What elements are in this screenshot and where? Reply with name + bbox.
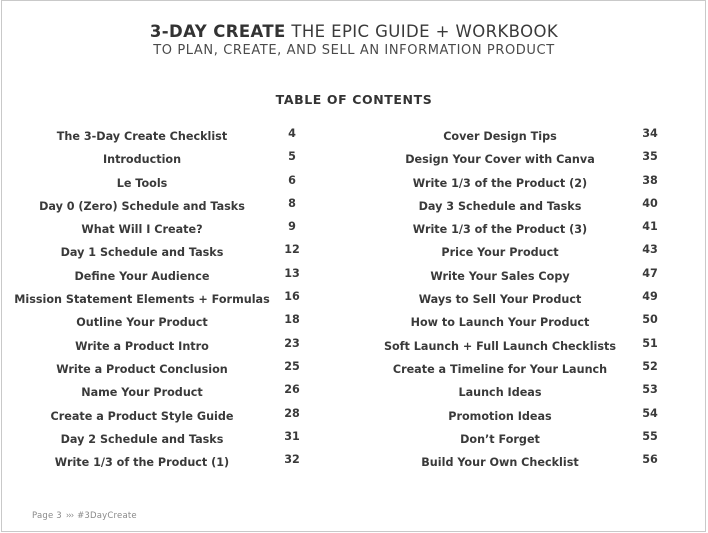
- toc-entry-title: The 3-Day Create Checklist: [56, 130, 228, 143]
- toc-entry-title: Create a Timeline for Your Launch: [392, 362, 608, 376]
- toc-entry-page: 50: [642, 313, 658, 327]
- toc-entry-title: Promotion Ideas: [448, 409, 552, 423]
- toc-entry-page: 55: [642, 429, 658, 443]
- document-header: [0, 22, 708, 59]
- toc-entry-title: Write a Product Conclusion: [56, 362, 228, 376]
- toc-entry-title: Price Your Product: [441, 246, 559, 260]
- toc-entry-page: 41: [642, 220, 658, 234]
- toc-entry-title: Day 0 (Zero) Schedule and Tasks: [39, 199, 245, 213]
- toc-entry-page: 31: [284, 429, 300, 443]
- toc-entry-title: Build Your Own Checklist: [421, 456, 579, 470]
- toc-entry-title: Write 1/3 of the Product (3): [412, 223, 588, 237]
- toc-entry-page: 54: [642, 406, 658, 420]
- toc-entry-page: 5: [288, 150, 296, 164]
- toc-entry[interactable]: [370, 455, 700, 478]
- toc-entry-title: Write 1/3 of the Product (2): [412, 176, 588, 190]
- footer-separator: ›››: [65, 511, 74, 521]
- toc-entry-page: 16: [284, 290, 300, 304]
- toc-entry-page: 8: [288, 196, 296, 210]
- toc-entry-page: 47: [642, 266, 658, 280]
- toc-entry-title: Define Your Audience: [74, 269, 210, 283]
- footer-page-label: Page 3: [32, 511, 62, 521]
- toc-entry-page: 28: [284, 406, 300, 420]
- document-subtitle: TO PLAN, CREATE, AND SELL AN INFORMATION PRODUCT: [153, 43, 555, 58]
- toc-entry-title: Day 3 Schedule and Tasks: [418, 199, 582, 213]
- document-title: [0, 22, 708, 42]
- title-brand: 3-DAY CREATE: [149, 22, 286, 41]
- toc-entry-title: Write a Product Intro: [75, 339, 209, 353]
- toc-entry-title: Day 2 Schedule and Tasks: [60, 432, 224, 446]
- toc-entry-page: 43: [642, 243, 658, 257]
- toc-entry-page: 51: [642, 336, 658, 350]
- toc-entry-page: 35: [642, 150, 658, 164]
- toc-entry-page: 40: [642, 196, 658, 210]
- toc-entry-title: Mission Statement Elements + Formulas: [14, 293, 270, 307]
- toc-entry-title: Write 1/3 of the Product (1): [54, 456, 230, 470]
- toc-entry-page: 18: [284, 313, 300, 327]
- toc-heading: TABLE OF CONTENTS: [275, 92, 433, 107]
- toc-entry-page: 34: [642, 127, 658, 140]
- toc-entry-title: Design Your Cover with Canva: [405, 153, 595, 167]
- toc-entry-title: Outline Your Product: [76, 316, 208, 330]
- toc-entry-page: 56: [642, 453, 658, 467]
- toc-entry-title: Don’t Forget: [460, 432, 540, 446]
- toc-entry-page: 23: [284, 336, 300, 350]
- toc-entry-page: 25: [284, 359, 300, 373]
- toc-entry-page: 53: [642, 383, 658, 397]
- footer-hashtag: #3DayCreate: [77, 511, 137, 521]
- toc-entry-title: Le Tools: [116, 176, 168, 190]
- toc-entry-page: 49: [642, 290, 658, 304]
- toc-entry-page: 9: [288, 220, 296, 234]
- toc-column-right: [370, 129, 700, 478]
- page-footer: [32, 511, 137, 521]
- toc-entry-title: Cover Design Tips: [443, 130, 557, 143]
- toc-entry-page: 38: [642, 173, 658, 187]
- toc-entry-page: 13: [284, 266, 300, 280]
- toc-entry-title: Ways to Sell Your Product: [418, 293, 582, 307]
- toc-column-left: [12, 129, 342, 478]
- toc-entry-title: Write Your Sales Copy: [430, 269, 570, 283]
- toc-entry-title: Launch Ideas: [458, 386, 542, 400]
- toc-entry[interactable]: [12, 455, 342, 478]
- toc-entry-title: Introduction: [102, 153, 182, 167]
- toc-entry-page: 6: [288, 173, 296, 187]
- toc-entry-page: 26: [284, 383, 300, 397]
- title-rest: THE EPIC GUIDE + WORKBOOK: [291, 22, 559, 41]
- toc-entry-page: 32: [284, 453, 300, 467]
- toc-entry-title: Create a Product Style Guide: [50, 409, 234, 423]
- toc-entry-title: How to Launch Your Product: [410, 316, 590, 330]
- toc-entry-page: 12: [284, 243, 300, 257]
- toc-entry-title: Day 1 Schedule and Tasks: [60, 246, 224, 260]
- toc-entry-title: Name Your Product: [81, 386, 203, 400]
- toc-entry-title: What Will I Create?: [81, 223, 203, 237]
- toc-entry-page: 52: [642, 359, 658, 373]
- toc-entry-title: Soft Launch + Full Launch Checklists: [383, 339, 617, 353]
- toc-entry-page: 4: [288, 127, 296, 140]
